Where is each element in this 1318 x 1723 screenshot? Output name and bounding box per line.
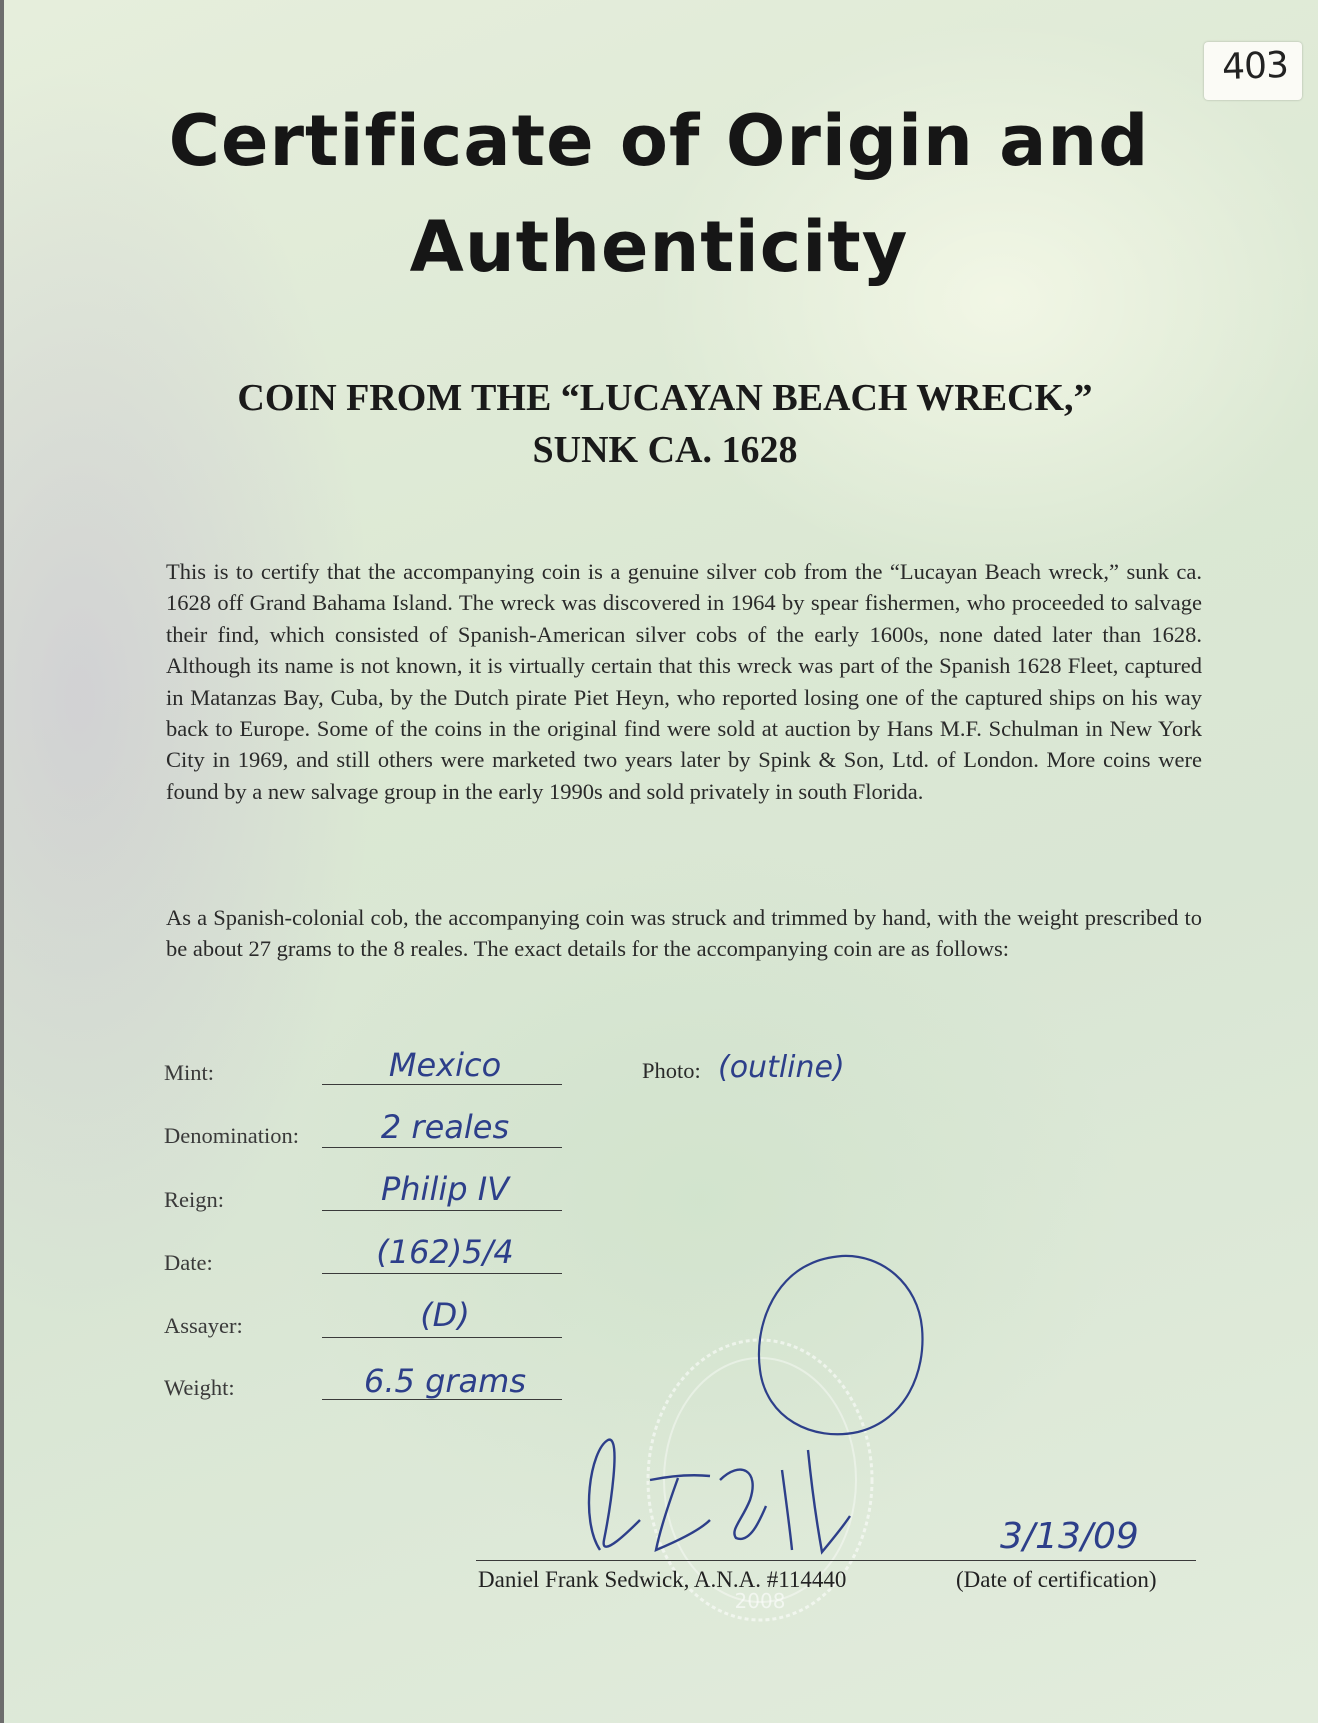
- certificate-subtitle: [140, 372, 1190, 476]
- subtitle-line-2: SUNK CA. 1628: [532, 429, 798, 471]
- field-label: Weight:: [164, 1375, 235, 1400]
- subtitle-line-1: COIN FROM THE “LUCAYAN BEACH WRECK,”: [237, 377, 1093, 419]
- field-underline: [322, 1273, 562, 1274]
- field-value-handwritten: 6.5 grams: [364, 1362, 526, 1400]
- certification-date-label: (Date of certification): [956, 1567, 1157, 1592]
- field-value-handwritten: Philip IV: [380, 1170, 510, 1208]
- field-underline: [322, 1399, 562, 1400]
- field-value-handwritten: 2 reales: [380, 1108, 510, 1146]
- field-underline: [322, 1084, 562, 1085]
- field-label: Reign:: [164, 1187, 224, 1212]
- certification-date-handwritten: 3/13/09: [1000, 1516, 1139, 1557]
- signature-mark: [560, 1420, 900, 1570]
- details-intro-paragraph: As a Spanish-colonial cob, the accompanying coin was struck and trimmed by hand, with the weight prescribed to be about 27 grams to the 8 reales. The exact details for the accompanying coin are as follows:: [166, 905, 1202, 962]
- document-number: 403: [1221, 44, 1289, 89]
- scan-left-edge: [0, 0, 4, 1723]
- title-line-1: Certificate of Origin and: [168, 100, 1150, 182]
- field-label: Mint:: [164, 1060, 215, 1085]
- signature-line: [476, 1560, 1196, 1561]
- signer-name: Daniel Frank Sedwick, A.N.A. #114440: [478, 1567, 847, 1592]
- coin-outline-drawing: [750, 1250, 930, 1440]
- field-value-handwritten: Mexico: [388, 1046, 502, 1084]
- field-label: Denomination:: [164, 1123, 299, 1148]
- field-underline: [322, 1147, 562, 1148]
- field-underline: [322, 1337, 562, 1338]
- field-value-handwritten: (162)5/4: [376, 1233, 514, 1271]
- field-value-handwritten: (D): [420, 1296, 470, 1334]
- field-label: Date:: [164, 1250, 213, 1275]
- field-underline: [322, 1210, 562, 1211]
- photo-value-handwritten: (outline): [718, 1050, 845, 1085]
- history-paragraph: This is to certify that the accompanying coin is a genuine silver cob from the “Lucayan Beach wreck,” sunk ca. 1628 off Grand Bahama Island. The wreck was discovered in 1964 by spear fishermen, who proceeded to salvage their find, which consisted of Spanish-American silver cobs of the early 1600s, none dated later than 1628. Although its name is not known, it is virtually certain that this wreck was part of the Spanish 1628 Fleet, captured in Matanzas Bay, Cuba, by the Dutch pirate Piet Heyn, who reported losing one of the captured ships on his way back to Europe. Some of the coins in the original find were sold at auction by Hans M.F. Schulman in New York City in 1969, and still others were marketed two years later by Spink & Son, Ltd. of London. More coins were found by a new salvage group in the early 1990s and sold privately in south Florida.: [166, 559, 1202, 804]
- title-line-2: Authenticity: [409, 206, 909, 288]
- photo-label: Photo:: [642, 1058, 701, 1083]
- field-label: Assayer:: [164, 1313, 243, 1338]
- seal-year: 2008: [734, 1589, 786, 1613]
- certificate-title: [100, 88, 1218, 300]
